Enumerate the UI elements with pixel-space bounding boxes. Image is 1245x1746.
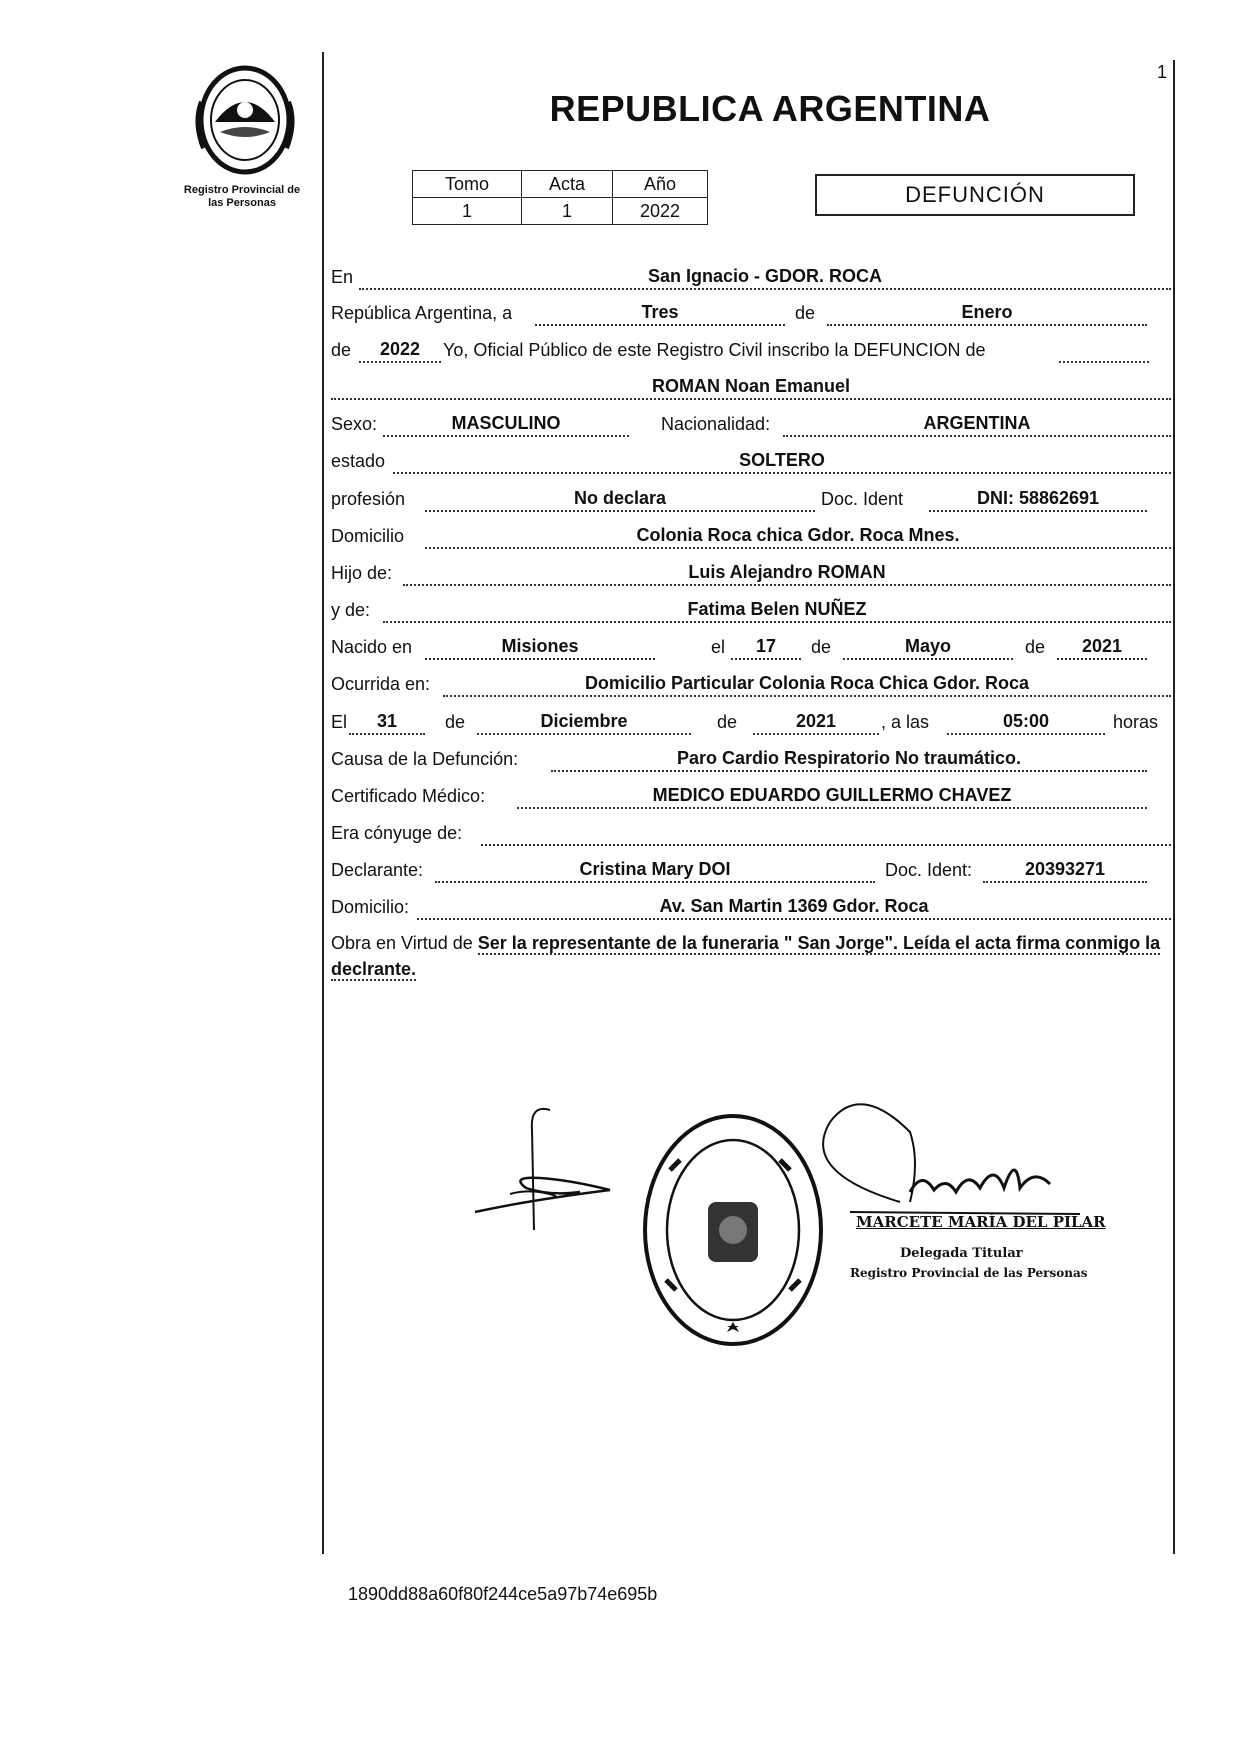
horas-label: horas xyxy=(1113,712,1159,732)
cert-value: MEDICO EDUARDO GUILLERMO CHAVEZ xyxy=(517,783,1147,809)
row-ocurrida xyxy=(331,669,1171,699)
row-causa xyxy=(331,744,1171,774)
domicilio2-value: Av. San Martin 1369 Gdor. Roca xyxy=(417,894,1171,920)
org-name-line2: las Personas xyxy=(208,197,276,209)
row-anio xyxy=(331,335,1171,365)
declarante-value: Cristina Mary DOI xyxy=(435,857,875,883)
meta-value-acta: 1 xyxy=(522,198,613,225)
province-emblem-icon xyxy=(190,62,300,182)
def-mes: Diciembre xyxy=(477,709,691,735)
nacido-value: Misiones xyxy=(425,634,655,660)
en-value: San Ignacio - GDOR. ROCA xyxy=(359,264,1171,290)
row-certificado xyxy=(331,781,1171,811)
row-en xyxy=(331,262,1171,292)
row-nombre xyxy=(331,372,1171,402)
officer-role: Delegada Titular xyxy=(900,1246,1023,1261)
row-hijo xyxy=(331,558,1171,588)
row-fecha-defuncion xyxy=(331,707,1171,737)
el-label: el xyxy=(711,637,726,657)
def-dia: 31 xyxy=(349,709,425,735)
row-sexo xyxy=(331,409,1171,439)
conyuge-value xyxy=(481,820,1171,846)
row-domicilio-declarante xyxy=(331,892,1171,922)
row-yde xyxy=(331,595,1171,625)
obra-value: Ser la representante de la funeraria " San Jorge". Leída el acta firma conmigo la declrante. xyxy=(331,933,1161,979)
cert-label: Certificado Médico: xyxy=(331,786,486,806)
nac-dia: 17 xyxy=(731,634,801,660)
doc-label: Doc. Ident xyxy=(821,489,904,509)
hijo-value: Luis Alejandro ROMAN xyxy=(403,560,1171,586)
obra-paragraph xyxy=(331,930,1171,982)
conyuge-label: Era cónyuge de: xyxy=(331,823,463,843)
row-nacido xyxy=(331,632,1171,662)
left-border-line xyxy=(322,52,324,1554)
de6-label: de xyxy=(717,712,738,732)
de5-label: de xyxy=(445,712,466,732)
domicilio-value: Colonia Roca chica Gdor. Roca Mnes. xyxy=(425,523,1171,549)
yde-label: y de: xyxy=(331,600,371,620)
ocurrida-label: Ocurrida en: xyxy=(331,674,431,694)
row-estado xyxy=(331,446,1171,476)
meta-header-tomo: Tomo xyxy=(413,171,522,198)
registry-stamp-icon xyxy=(640,1110,826,1350)
document-hash: 1890dd88a60f80f244ce5a97b74e695b xyxy=(348,1584,658,1604)
declarant-signature-icon xyxy=(470,1100,630,1240)
doc2-value: 20393271 xyxy=(983,857,1147,883)
org-name xyxy=(168,184,316,210)
meta-header-acta: Acta xyxy=(522,171,613,198)
anio-trailing-fill xyxy=(1059,337,1149,363)
right-border-line xyxy=(1173,60,1175,1554)
en-label: En xyxy=(331,267,354,287)
meta-header-anio: Año xyxy=(613,171,708,198)
officer-name: MARCETE MARÍA DEL PILAR xyxy=(856,1213,1106,1231)
row-domicilio xyxy=(331,521,1171,551)
nac-anio: 2021 xyxy=(1057,634,1147,660)
declarante-label: Declarante: xyxy=(331,860,424,880)
doc2-label: Doc. Ident: xyxy=(885,860,973,880)
anio-value: 2022 xyxy=(359,337,441,363)
estado-label: estado xyxy=(331,451,386,471)
def-hora: 05:00 xyxy=(947,709,1105,735)
row-declarante xyxy=(331,855,1171,885)
meta-value-anio: 2022 xyxy=(613,198,708,225)
row-profesion xyxy=(331,484,1171,514)
officer-org: Registro Provincial de las Personas xyxy=(850,1266,1088,1280)
record-meta-table xyxy=(412,170,708,225)
el2-label: El xyxy=(331,712,348,732)
meta-value-tomo: 1 xyxy=(413,198,522,225)
row-republica xyxy=(331,298,1171,328)
row-conyuge xyxy=(331,818,1171,848)
alas-label: , a las xyxy=(881,712,930,732)
profesion-value: No declara xyxy=(425,486,815,512)
de4-label: de xyxy=(1025,637,1046,657)
de3-label: de xyxy=(811,637,832,657)
nacionalidad-value: ARGENTINA xyxy=(783,411,1171,437)
de-label: de xyxy=(795,303,816,323)
nombre-value: ROMAN Noan Emanuel xyxy=(331,374,1171,400)
yde-value: Fatima Belen NUÑEZ xyxy=(383,597,1171,623)
yo-text: Yo, Oficial Público de este Registro Civil inscribo la DEFUNCION de xyxy=(443,340,986,360)
obra-label: Obra en Virtud de xyxy=(331,933,473,953)
estado-value: SOLTERO xyxy=(393,448,1171,474)
sexo-value: MASCULINO xyxy=(383,411,629,437)
hijo-label: Hijo de: xyxy=(331,563,393,583)
dia-value: Tres xyxy=(535,300,785,326)
causa-label: Causa de la Defunción: xyxy=(331,749,519,769)
nac-mes: Mayo xyxy=(843,634,1013,660)
sexo-label: Sexo: xyxy=(331,414,378,434)
officer-signature-icon xyxy=(810,1092,1100,1222)
def-anio: 2021 xyxy=(753,709,879,735)
doc-value: DNI: 58862691 xyxy=(929,486,1147,512)
nacido-label: Nacido en xyxy=(331,637,413,657)
ocurrida-value: Domicilio Particular Colonia Roca Chica Gdor. Roca xyxy=(443,671,1171,697)
page-number: 1 xyxy=(1157,62,1168,82)
org-name-line1: Registro Provincial de xyxy=(183,184,301,196)
profesion-label: profesión xyxy=(331,489,406,509)
causa-value: Paro Cardio Respiratorio No traumático. xyxy=(551,746,1147,772)
republica-label: República Argentina, a xyxy=(331,303,513,323)
de2-label: de xyxy=(331,340,352,360)
mes-value: Enero xyxy=(827,300,1147,326)
domicilio2-label: Domicilio: xyxy=(331,897,410,917)
page-title: REPUBLICA ARGENTINA xyxy=(549,88,991,129)
domicilio-label: Domicilio xyxy=(331,526,405,546)
nacionalidad-label: Nacionalidad: xyxy=(661,414,771,434)
doc-type-box: DEFUNCIÓN xyxy=(815,174,1135,216)
